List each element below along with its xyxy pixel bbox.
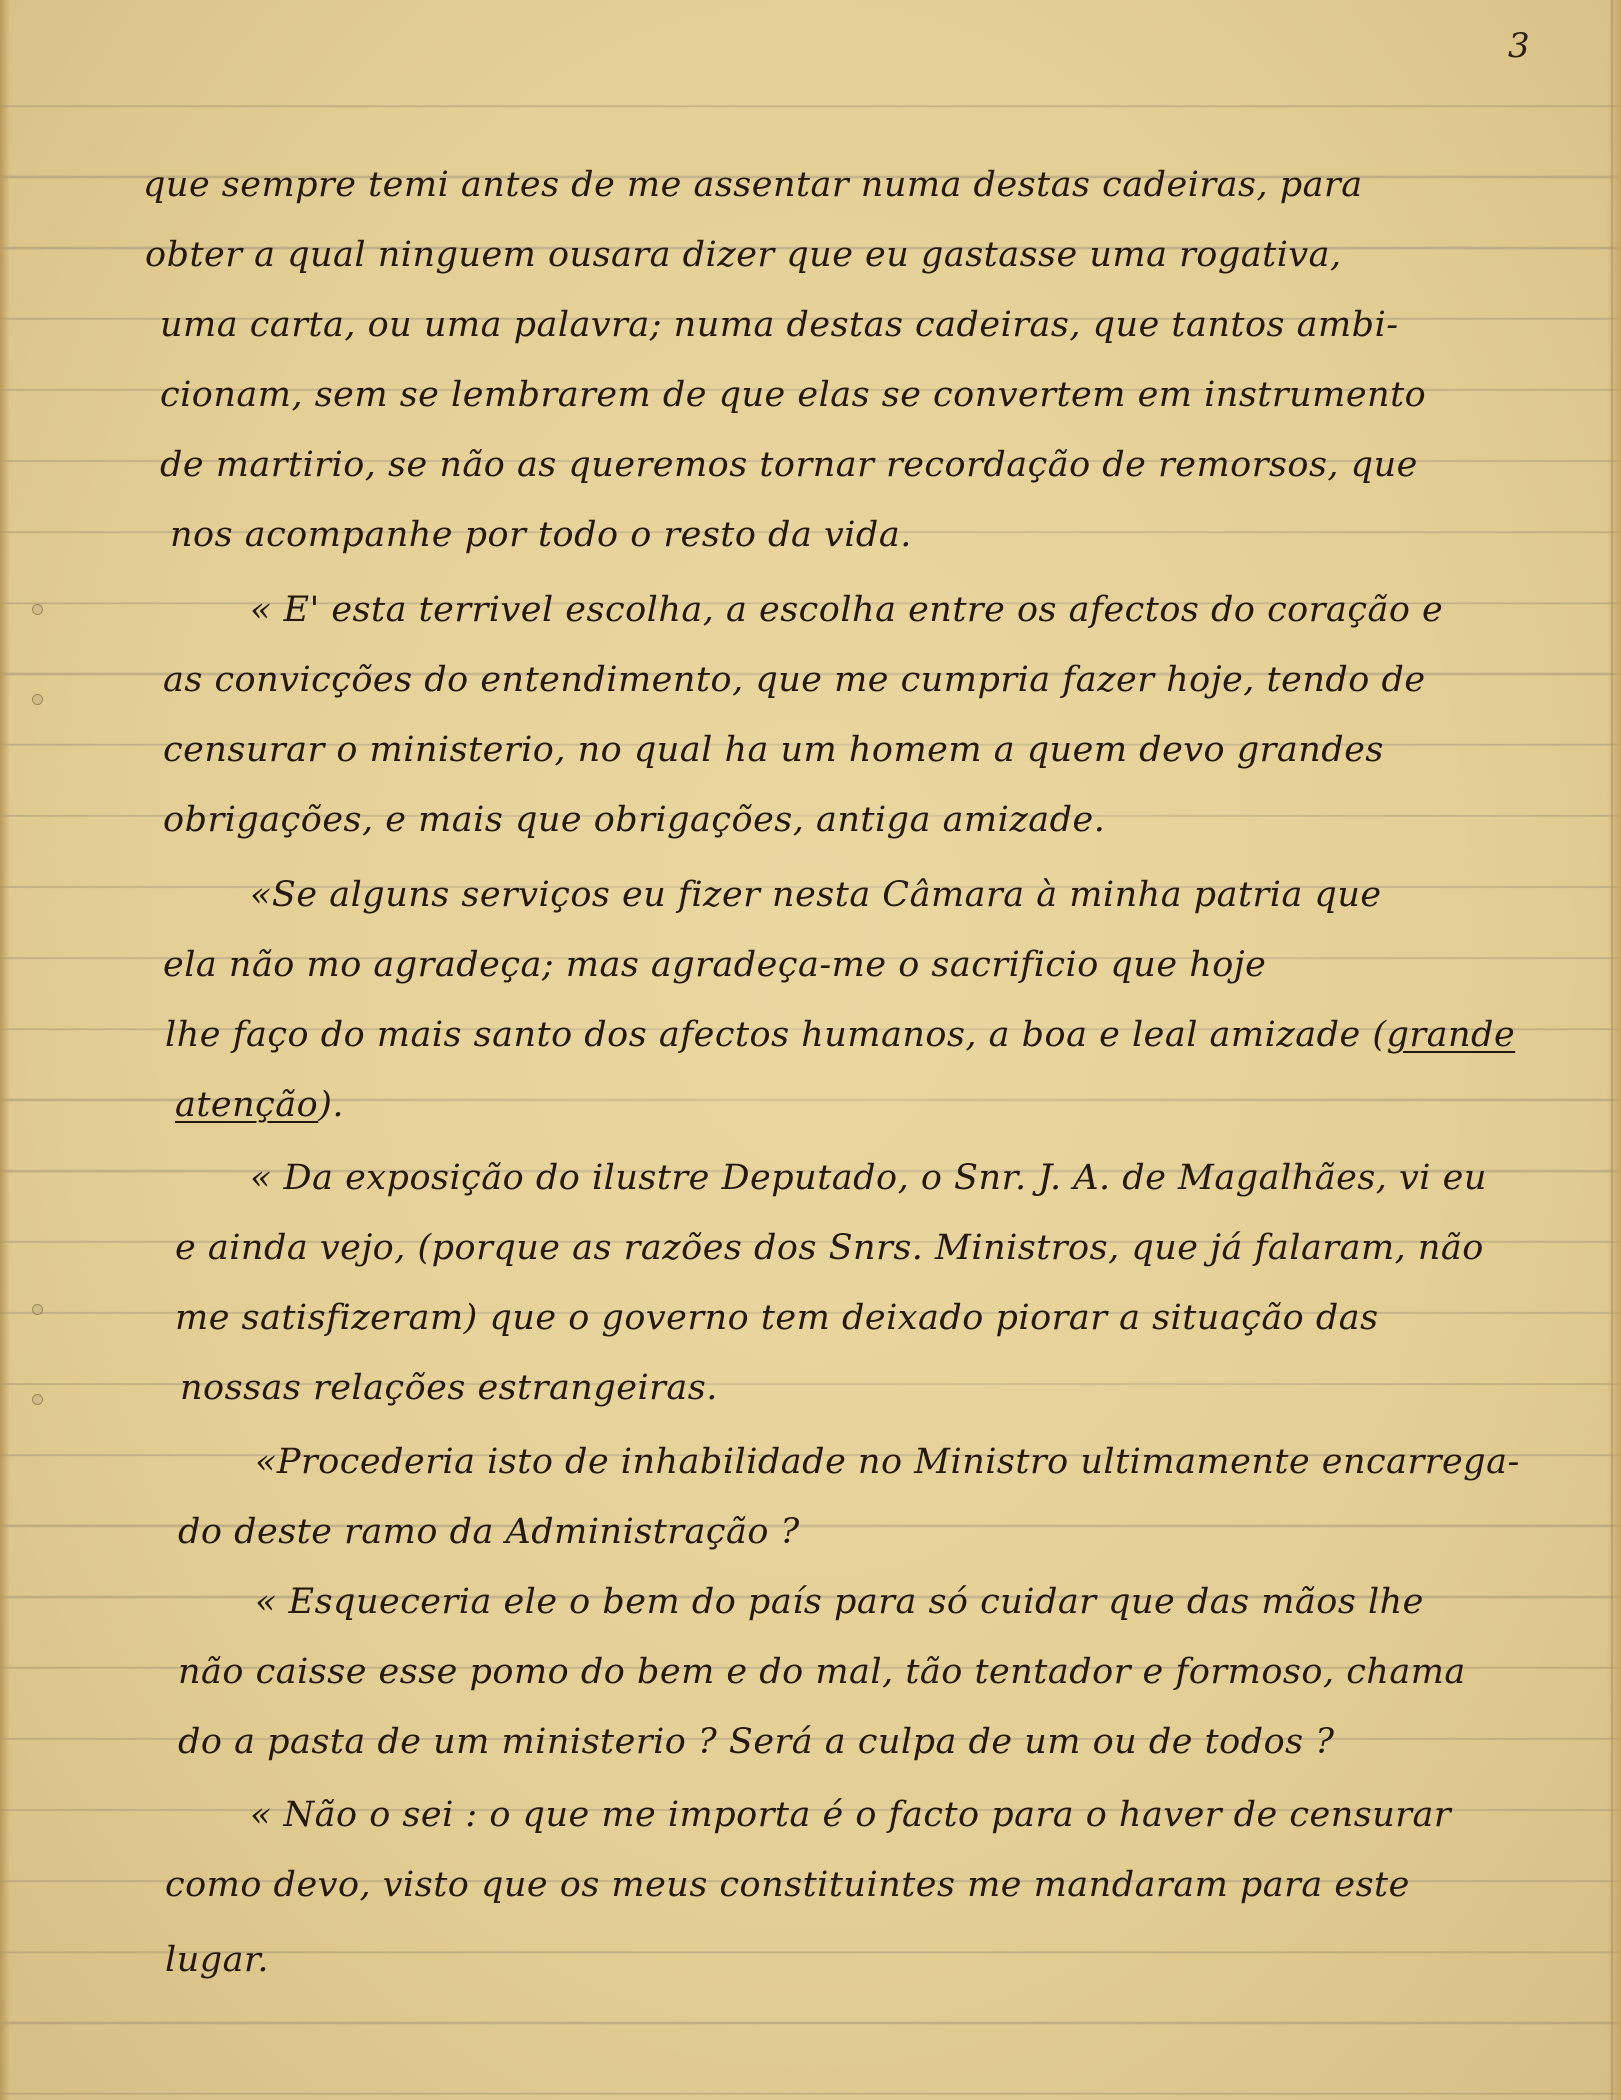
text-line (165, 1005, 1515, 1065)
text-line: me satisfizeram) que o governo tem deixado piorar a situação das (175, 1298, 1379, 1338)
text-line: de martirio, se não as queremos tornar recordação de remorsos, que (160, 445, 1418, 485)
text-line: «Se alguns serviços eu fizer nesta Câmara à minha patria que (250, 875, 1382, 915)
page-number: 3 (1508, 26, 1530, 66)
text-line-segment: lhe faço do mais santo dos afectos humanos, a boa e leal amizade ( (165, 1015, 1387, 1055)
text-line (175, 1075, 344, 1135)
text-line: « Esqueceria ele o bem do país para só cuidar que das mãos lhe (255, 1582, 1424, 1622)
text-line: e ainda vejo, (porque as razões dos Snrs. Ministros, que já falaram, não (175, 1228, 1484, 1268)
text-line: « Da exposição do ilustre Deputado, o Snr. J. A. de Magalhães, vi eu (250, 1158, 1487, 1198)
text-line: nos acompanhe por todo o resto da vida. (170, 515, 912, 555)
text-line: as convicções do entendimento, que me cumpria fazer hoje, tendo de (163, 660, 1426, 700)
text-line: « E' esta terrivel escolha, a escolha entre os afectos do coração e (250, 590, 1444, 630)
text-line: do a pasta de um ministerio ? Será a culpa de um ou de todos ? (178, 1722, 1335, 1762)
underlined-word: grande (1386, 1015, 1516, 1055)
text-line: ela não mo agradeça; mas agradeça-me o sacrificio que hoje (163, 945, 1267, 985)
text-line: cionam, sem se lembrarem de que elas se convertem em instrumento (160, 375, 1427, 415)
text-line-segment: ). (318, 1085, 345, 1125)
text-line: que sempre temi antes de me assentar numa destas cadeiras, para (143, 165, 1363, 205)
text-line: uma carta, ou uma palavra; numa destas cadeiras, que tantos ambi- (160, 305, 1399, 345)
text-line: censurar o ministerio, no qual ha um homem a quem devo grandes (163, 730, 1384, 770)
text-line: obrigações, e mais que obrigações, antiga amizade. (163, 800, 1106, 840)
text-line: lugar. (165, 1940, 270, 1980)
text-line: não caisse esse pomo do bem e do mal, tão tentador e formoso, chama (178, 1652, 1466, 1692)
text-line: obter a qual ninguem ousara dizer que eu gastasse uma rogativa, (145, 235, 1342, 275)
text-line: «Procederia isto de inhabilidade no Ministro ultimamente encarrega- (255, 1442, 1520, 1482)
text-line: como devo, visto que os meus constituintes me mandaram para este (165, 1865, 1410, 1905)
text-line: « Não o sei : o que me importa é o facto para o haver de censurar (250, 1795, 1452, 1835)
underlined-word: atenção (175, 1085, 319, 1125)
text-line: do deste ramo da Administração ? (178, 1512, 800, 1552)
text-line: nossas relações estrangeiras. (180, 1368, 718, 1408)
